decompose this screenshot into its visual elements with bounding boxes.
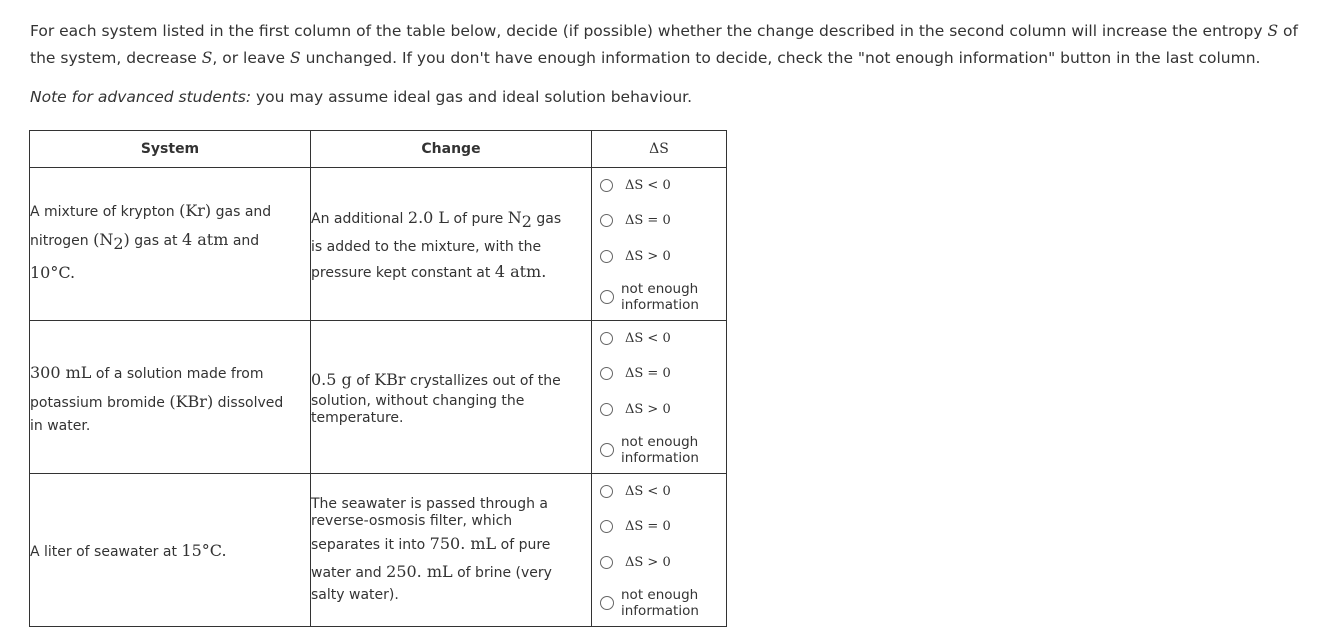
subscript: 2 <box>113 233 124 253</box>
option-delta-s-negative[interactable] <box>600 484 671 499</box>
system-text: and <box>228 232 260 249</box>
entropy-symbol: S <box>201 49 213 67</box>
option-label-line: not enough <box>621 434 699 450</box>
system-text: dissolved <box>213 395 284 411</box>
quantity: 250. mL <box>386 562 453 581</box>
quantity: 4 atm. <box>494 262 547 282</box>
subscript: 2 <box>521 211 532 231</box>
quantity: 4 atm <box>181 229 229 249</box>
instructions-text-2: of the system, decrease <box>30 22 1298 67</box>
option-not-enough-information[interactable] <box>600 434 699 466</box>
radio-button[interactable] <box>600 250 613 263</box>
system-text: potassium bromide <box>30 395 170 411</box>
radio-button[interactable] <box>600 214 613 227</box>
system-text: A liter of seawater at <box>30 543 182 560</box>
change-cell <box>311 474 592 627</box>
option-delta-s-positive[interactable] <box>600 402 671 417</box>
change-text: is added to the mixture, with the <box>311 239 542 256</box>
option-label <box>621 281 699 313</box>
option-label-line: not enough <box>621 587 699 603</box>
formula: (KBr) <box>169 392 214 411</box>
temperature: 15°C. <box>181 540 227 560</box>
header-change: Change <box>311 131 592 168</box>
option-label-line: not enough <box>621 281 699 297</box>
system-text: gas and <box>211 203 272 220</box>
instructions-text-3: , or leave <box>212 49 291 67</box>
change-cell <box>311 168 592 321</box>
quantity: 750. mL <box>429 534 497 553</box>
option-delta-s-zero[interactable] <box>600 519 671 534</box>
option-not-enough-information[interactable] <box>600 587 699 619</box>
entropy-symbol: S <box>290 49 301 67</box>
change-text: An additional <box>311 210 408 227</box>
radio-group <box>592 474 726 626</box>
radio-button[interactable] <box>600 403 613 416</box>
option-delta-s-zero[interactable] <box>600 213 671 228</box>
change-text: pressure kept constant at <box>311 265 495 282</box>
advanced-note-label: Note for advanced students: <box>30 88 252 106</box>
system-text: in water. <box>30 418 91 434</box>
change-text: of <box>351 372 375 389</box>
change-cell <box>311 321 592 474</box>
radio-button[interactable] <box>600 443 614 457</box>
change-text: separates it into <box>311 537 430 553</box>
advanced-note <box>30 84 692 111</box>
option-label: ΔS = 0 <box>625 213 671 228</box>
change-text: of pure <box>449 210 508 227</box>
instructions-text-4: unchanged. If you don't have enough information to decide, check the "not enough information" button in the last column. <box>300 49 1261 67</box>
change-text: gas <box>531 210 562 227</box>
option-label: ΔS < 0 <box>625 484 671 499</box>
radio-button[interactable] <box>600 179 613 192</box>
option-label <box>621 434 699 466</box>
change-text: salty water). <box>311 587 399 603</box>
option-delta-s-positive[interactable] <box>600 249 671 264</box>
change-text: The seawater is passed through a <box>311 496 548 512</box>
table-row <box>30 168 727 321</box>
change-text: of brine (very <box>452 565 552 581</box>
answer-cell <box>592 168 727 321</box>
instructions-paragraph <box>30 18 1320 72</box>
radio-button[interactable] <box>600 556 613 569</box>
radio-button[interactable] <box>600 520 613 533</box>
table-row <box>30 474 727 627</box>
option-label-line: information <box>621 603 699 619</box>
radio-button[interactable] <box>600 332 613 345</box>
table-header-row <box>30 131 727 168</box>
quantity: 2.0 L <box>407 207 450 227</box>
option-label: ΔS < 0 <box>625 331 671 346</box>
radio-button[interactable] <box>600 596 614 610</box>
option-delta-s-negative[interactable] <box>600 331 671 346</box>
formula: N <box>507 207 522 227</box>
formula: (Kr) <box>179 200 212 220</box>
option-delta-s-positive[interactable] <box>600 555 671 570</box>
option-label-line: information <box>621 297 699 313</box>
change-text: temperature. <box>311 409 404 426</box>
change-text: reverse-osmosis filter, which <box>311 513 513 529</box>
option-label: ΔS > 0 <box>625 249 671 264</box>
change-text: solution, without changing the <box>311 392 525 409</box>
system-cell <box>30 474 311 627</box>
temperature: 10°C. <box>30 263 76 283</box>
formula: (N <box>93 229 114 249</box>
header-delta-s: ΔS <box>592 131 727 168</box>
header-system: System <box>30 131 311 168</box>
option-delta-s-negative[interactable] <box>600 178 671 193</box>
option-label: ΔS > 0 <box>625 555 671 570</box>
option-delta-s-zero[interactable] <box>600 366 671 381</box>
option-not-enough-information[interactable] <box>600 281 699 313</box>
table-row <box>30 321 727 474</box>
advanced-note-text: you may assume ideal gas and ideal solution behaviour. <box>251 88 693 106</box>
system-cell <box>30 168 311 321</box>
system-text: A mixture of krypton <box>30 203 180 220</box>
answer-cell <box>592 321 727 474</box>
change-text: of pure <box>496 537 551 553</box>
system-text: gas at <box>129 232 182 249</box>
formula: ) <box>123 229 130 249</box>
entropy-symbol: S <box>1267 22 1279 40</box>
instructions-text-1: For each system listed in the first column of the table below, decide (if possible) whether the change described in the second column will increase the entropy <box>30 22 1268 40</box>
entropy-question-table <box>29 130 727 627</box>
radio-button[interactable] <box>600 290 614 304</box>
answer-cell <box>592 474 727 627</box>
quantity: 0.5 g <box>311 369 352 389</box>
system-text: nitrogen <box>30 232 94 249</box>
change-text: crystallizes out of the <box>405 372 561 389</box>
change-text: water and <box>311 565 387 581</box>
radio-button[interactable] <box>600 485 613 498</box>
system-text: of a solution made from <box>91 366 264 382</box>
option-label: ΔS < 0 <box>625 178 671 193</box>
radio-group <box>592 168 726 320</box>
system-cell <box>30 321 311 474</box>
radio-group <box>592 321 726 473</box>
radio-button[interactable] <box>600 367 613 380</box>
option-label <box>621 587 699 619</box>
option-label: ΔS = 0 <box>625 366 671 381</box>
quantity: 300 mL <box>30 363 92 382</box>
option-label-line: information <box>621 450 699 466</box>
option-label: ΔS > 0 <box>625 402 671 417</box>
option-label: ΔS = 0 <box>625 519 671 534</box>
formula: KBr <box>374 369 406 389</box>
